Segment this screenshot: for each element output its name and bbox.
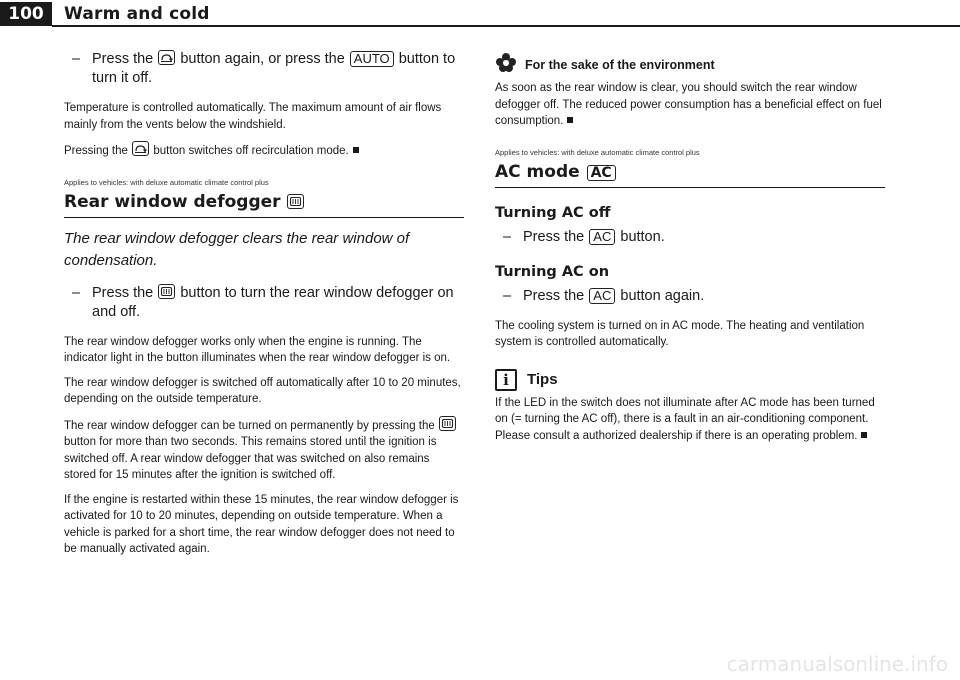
- ac-key: AC: [589, 288, 615, 304]
- auto-key: AUTO: [350, 51, 394, 67]
- environment-note-text: [495, 80, 885, 130]
- paragraph: The rear window defogger works only when the engine is running. The indicator light in the button illuminates when the rear window defogger is on.: [64, 335, 451, 364]
- step-text: Press the: [523, 228, 585, 245]
- paragraph-text: button for more than two seconds. This remains stored until the ignition is switched off. A rear window defogger that was switched on also remains stored for 15 minutes after the ignition is switched off.: [64, 436, 437, 481]
- recirculation-icon: [132, 141, 149, 156]
- tips-text: [495, 395, 885, 445]
- paragraph: [64, 416, 464, 484]
- step-text: button again.: [620, 287, 705, 304]
- subheading-ac-off: Turning AC off: [495, 204, 611, 221]
- paragraph-text: If the LED in the switch does not illuminate after AC mode has been turned on (= turning the AC off), there is a fault in an air-conditioning component. Please consult a authorized dealership if there is an operating problem.: [495, 396, 875, 442]
- step-rear-defogger: [64, 284, 464, 322]
- step-recirculation-off: [64, 50, 464, 88]
- rear-defogger-icon: [439, 416, 456, 431]
- tips-label: Tips: [527, 371, 558, 388]
- chapter-title: Warm and cold: [64, 4, 210, 24]
- page-number: 100: [0, 2, 52, 26]
- step-dash: –: [503, 287, 512, 304]
- applies-note: Applies to vehicles: with deluxe automatic climate control plus: [495, 147, 700, 157]
- end-mark: [567, 117, 573, 123]
- page-header: [0, 0, 960, 27]
- header-rule: [52, 25, 960, 27]
- paragraph-text: As soon as the rear window is clear, you should switch the rear window defogger off. The reduced power consumption has a beneficial effect on fuel consumption.: [495, 82, 882, 127]
- tips-heading: [495, 369, 885, 391]
- watermark: carmanualsonline.info: [726, 652, 948, 676]
- step-dash: –: [503, 228, 512, 245]
- section-heading-text: Rear window defogger: [64, 191, 281, 212]
- applies-note: Applies to vehicles: with deluxe automatic climate control plus: [64, 177, 269, 187]
- step-text: Press the: [523, 287, 585, 304]
- rear-defogger-icon: [158, 284, 175, 299]
- paragraph: The rear window defogger is switched off automatically after 10 to 20 minutes, depending on the outside temperature.: [64, 376, 461, 405]
- environment-leaf-icon: [495, 52, 517, 77]
- environment-note-title: For the sake of the environment: [525, 57, 715, 72]
- step-dash: –: [72, 284, 81, 301]
- left-column: [64, 50, 464, 566]
- environment-note-heading: [495, 52, 885, 77]
- subheading-ac-on: Turning AC on: [495, 263, 610, 280]
- step-text: Press the: [92, 51, 154, 67]
- step-ac-on: [495, 287, 885, 306]
- section-heading: [64, 191, 464, 218]
- step-text: button to turn the rear window defogger on and off.: [92, 284, 454, 320]
- end-mark: [353, 147, 359, 153]
- section-intro: The rear window defogger clears the rear window of condensation.: [64, 229, 410, 269]
- paragraph: If the engine is restarted within these 15 minutes, the rear window defogger is activated for 10 to 20 minutes, depending on outside temperature. When a vehicle is parked for a short time, the rear window defogger does not need to be manually activated again.: [64, 493, 459, 555]
- rear-defogger-icon: [287, 194, 304, 209]
- step-text: button again, or press the: [180, 51, 345, 67]
- step-text: Press the: [92, 284, 154, 301]
- step-text: button.: [620, 228, 665, 245]
- ac-key: AC: [589, 229, 615, 245]
- paragraph: Temperature is controlled automatically. The maximum amount of air flows mainly from the vents below the windshield.: [64, 102, 442, 131]
- recirculation-icon: [158, 50, 175, 65]
- step-ac-off: [495, 228, 885, 247]
- step-text: button to turn it off.: [92, 51, 456, 86]
- right-column: [495, 50, 885, 452]
- step-dash: –: [72, 51, 81, 67]
- paragraph-text: The rear window defogger can be turned on permanently by pressing the: [64, 419, 435, 432]
- end-mark: [861, 432, 867, 438]
- paragraph-text: Pressing the: [64, 145, 128, 157]
- section-heading-text: AC mode: [495, 161, 580, 182]
- ac-key: AC: [587, 165, 616, 181]
- section-heading: [495, 161, 885, 188]
- info-icon: i: [495, 369, 517, 391]
- paragraph: [64, 141, 464, 160]
- paragraph: The cooling system is turned on in AC mode. The heating and ventilation system is controlled automatically.: [495, 319, 865, 348]
- paragraph-text: button switches off recirculation mode.: [153, 145, 349, 157]
